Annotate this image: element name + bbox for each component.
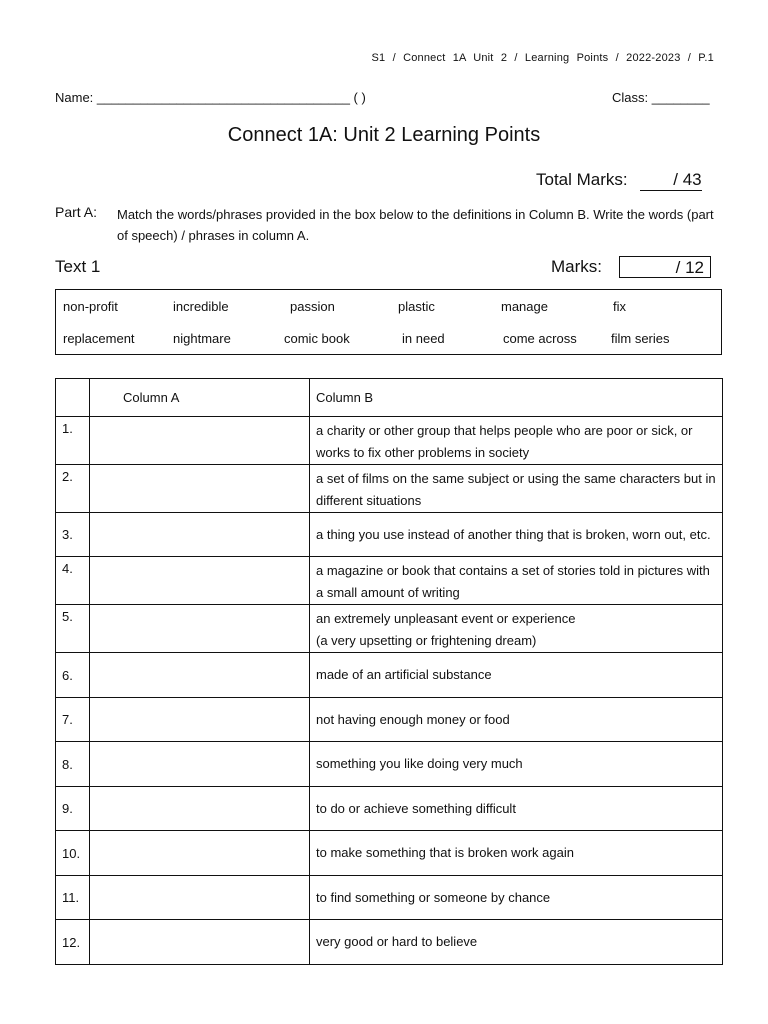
answer-cell[interactable] — [90, 742, 310, 787]
word-item: replacement — [63, 331, 135, 346]
row-number: 10. — [56, 831, 90, 876]
answer-cell[interactable] — [90, 876, 310, 920]
table-row — [56, 920, 723, 965]
row-number: 6. — [56, 653, 90, 698]
marks-box: / 12 — [619, 256, 711, 278]
word-item: comic book — [284, 331, 350, 346]
part-a-label: Part A: — [55, 204, 98, 220]
definition: a thing you use instead of another thing that is broken, worn out, etc. — [310, 513, 723, 557]
definition: a charity or other group that helps people who are poor or sick, or works to fix other problems in society — [310, 417, 723, 465]
name-field[interactable]: Name: ___________________________________ ( ) — [55, 90, 366, 105]
table-header-row — [56, 379, 723, 417]
total-marks-label: Total Marks: — [536, 170, 628, 189]
definition: to make something that is broken work again — [310, 831, 723, 876]
definition: very good or hard to believe — [310, 920, 723, 965]
header-column-a: Column A — [90, 379, 310, 417]
answer-cell[interactable] — [90, 698, 310, 742]
table-row — [56, 605, 723, 653]
word-box — [55, 289, 722, 355]
definition: made of an artificial substance — [310, 653, 723, 698]
row-number: 3. — [56, 513, 90, 557]
page-title: Connect 1A: Unit 2 Learning Points — [227, 124, 541, 146]
answer-cell[interactable] — [90, 417, 310, 465]
table-row — [56, 557, 723, 605]
table-row — [56, 513, 723, 557]
class-field[interactable]: Class: ________ — [612, 90, 710, 105]
word-item: in need — [402, 331, 445, 346]
answer-cell[interactable] — [90, 557, 310, 605]
table-row — [56, 417, 723, 465]
row-number: 7. — [56, 698, 90, 742]
definition: to do or achieve something difficult — [310, 787, 723, 831]
total-marks — [536, 170, 702, 191]
word-item: incredible — [173, 299, 229, 314]
table-row — [56, 653, 723, 698]
header-num — [56, 379, 90, 417]
table-row — [56, 876, 723, 920]
total-marks-value: / 43 — [640, 170, 702, 191]
word-item: fix — [613, 299, 626, 314]
answer-cell[interactable] — [90, 831, 310, 876]
table-row — [56, 787, 723, 831]
matching-table — [55, 378, 723, 965]
part-a-instructions: Match the words/phrases provided in the box below to the definitions in Column B. Write the words (part of speech) / phrases in column A. — [117, 207, 714, 243]
answer-cell[interactable] — [90, 465, 310, 513]
row-number: 1. — [56, 417, 90, 465]
header-column-b: Column B — [310, 379, 723, 417]
answer-cell[interactable] — [90, 605, 310, 653]
table-row — [56, 465, 723, 513]
word-item: manage — [501, 299, 548, 314]
row-number: 8. — [56, 742, 90, 787]
answer-cell[interactable] — [90, 920, 310, 965]
row-number: 12. — [56, 920, 90, 965]
table-row — [56, 831, 723, 876]
row-number: 2. — [56, 465, 90, 513]
answer-cell[interactable] — [90, 513, 310, 557]
definition: not having enough money or food — [310, 698, 723, 742]
word-item: film series — [611, 331, 670, 346]
word-item: plastic — [398, 299, 435, 314]
table-row — [56, 742, 723, 787]
word-item: nightmare — [173, 331, 231, 346]
answer-cell[interactable] — [90, 653, 310, 698]
marks-label: Marks: — [551, 257, 602, 276]
word-item: come across — [503, 331, 577, 346]
definition: an extremely unpleasant event or experience (a very upsetting or frightening dream) — [310, 605, 723, 653]
definition: to find something or someone by chance — [310, 876, 723, 920]
row-number: 9. — [56, 787, 90, 831]
word-item: passion — [290, 299, 335, 314]
row-number: 11. — [56, 876, 90, 920]
text1-label: Text 1 — [55, 257, 101, 276]
row-number: 5. — [56, 605, 90, 653]
definition: a magazine or book that contains a set of stories told in pictures with a small amount of writing — [310, 557, 723, 605]
definition: a set of films on the same subject or using the same characters but in different situations — [310, 465, 723, 513]
word-item: non-profit — [63, 299, 118, 314]
table-row — [56, 698, 723, 742]
row-number: 4. — [56, 557, 90, 605]
answer-cell[interactable] — [90, 787, 310, 831]
page-header: S1 / Connect 1A Unit 2 / Learning Points / 2022-2023 / P.1 — [371, 52, 714, 64]
definition: something you like doing very much — [310, 742, 723, 787]
